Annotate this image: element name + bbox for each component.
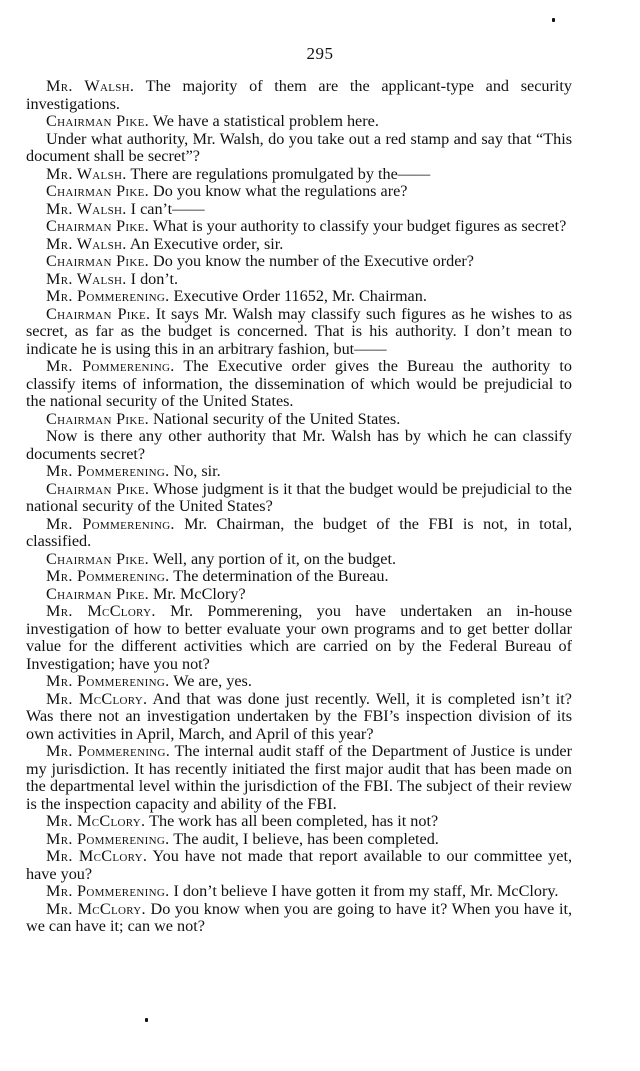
transcript-paragraph [26,463,572,481]
speaker-name: Chairman Pike. [46,217,149,235]
statement-text: The audit, I believe, has been completed. [169,829,439,848]
statement-text: We are, yes. [169,672,252,690]
statement-text: Mr. McClory? [148,584,246,603]
statement-text: Do you know the number of the Executive order? [148,252,474,270]
speaker-name: Mr. Pommerening. [46,882,170,900]
speaker-name: Mr. Pommerening. [46,462,170,480]
statement-text: There are regulations promulgated by the—— [126,164,431,183]
statement-text: I don’t. [126,269,179,288]
statement-text: Mr. Pommerening, you have undertaken an in-house investigation of how to better evaluate your own programs and to get better dollar value for the different activities which are carried on by the Federal Bureau of Investigation; have you not? [26,602,572,673]
statement-text: The internal audit staff of the Department of Justice is under my jurisdiction. It has recently initiated the first major audit that has been made on the departmental level within the jurisdiction of the FBI. The subject of their review is the inspection capacity and ability of the FBI. [26,742,573,813]
speaker-name: Mr. McClory. [46,847,148,865]
hearing-transcript [26,78,572,936]
statement-text: Do you know what the regulations are? [148,182,408,200]
speaker-name: Mr. Pommerening. [46,742,171,760]
statement-text: Mr. Chairman, the budget of the FBI is not, in total, classified. [26,514,572,550]
transcript-paragraph [26,551,572,569]
speaker-name: Mr. Pommerening. [46,567,170,585]
statement-text: The determination of the Bureau. [169,567,389,585]
transcript-paragraph [26,306,572,359]
transcript-paragraph [26,411,572,429]
speaker-name: Mr. Walsh. [46,234,127,253]
transcript-paragraph [26,183,572,201]
transcript-paragraph [26,743,572,813]
statement-text: Well, any portion of it, on the budget. [148,549,397,568]
statement-text: Whose judgment is it that the budget would be prejudicial to the national security of the United States? [26,479,572,515]
print-speck [145,1018,148,1022]
speaker-name: Mr. McClory. [46,812,146,830]
speaker-name: Chairman Pike. [46,549,149,568]
statement-text: I don’t believe I have gotten it from my staff, Mr. McClory. [169,882,559,900]
page-number: 295 [306,44,334,63]
transcript-paragraph [26,831,572,849]
print-speck [552,18,555,22]
speaker-name: Chairman Pike. [46,409,149,428]
speaker-name: Chairman Pike. [46,252,149,270]
statement-text: It says Mr. Walsh may classify such figures as he wishes to as secret, as far as the budget is concerned. That is his authority. I don’t mean to indicate he is using this in an arbitrary fashion, but—— [26,304,572,358]
speaker-name: Mr. Pommerening. [46,672,170,690]
speaker-name: Mr. Walsh. [46,77,135,95]
transcript-paragraph [26,586,572,604]
transcript-paragraph [26,218,572,236]
statement-text: I can’t—— [126,199,205,218]
transcript-paragraph [26,131,572,166]
speaker-name: Mr. Pommerening. [46,287,170,305]
speaker-name: Mr. Walsh. [46,199,127,218]
speaker-name: Chairman Pike. [46,182,149,200]
transcript-paragraph [26,603,572,673]
transcript-paragraph [26,253,572,271]
statement-text: National security of the United States. [148,409,401,428]
statement-text: The majority of them are the applicant-type and security investigations. [26,77,572,113]
statement-text: Executive Order 11652, Mr. Chairman. [169,287,427,305]
speaker-name: Mr. Walsh. [46,269,127,288]
transcript-paragraph [26,848,572,883]
transcript-paragraph [26,288,572,306]
speaker-name: Chairman Pike. [46,479,150,498]
transcript-paragraph [26,673,572,691]
speaker-name: Chairman Pike. [46,304,151,323]
statement-text: No, sir. [169,462,221,480]
statement-text: An Executive order, sir. [126,234,284,253]
transcript-paragraph [26,901,572,936]
transcript-paragraph [26,568,572,586]
transcript-paragraph [26,236,572,254]
transcript-paragraph [26,358,572,411]
transcript-paragraph [26,516,572,551]
speaker-name: Mr. Pommerening. [46,514,175,533]
speaker-name: Mr. McClory. [46,689,148,708]
statement-text: We have a statistical problem here. [148,112,379,130]
transcript-paragraph [26,428,572,463]
speaker-name: Chairman Pike. [46,584,149,603]
statement-text: You have not made that report available to our committee yet, have you? [26,847,572,883]
speaker-name: Mr. Pommerening. [46,357,175,375]
transcript-paragraph [26,691,572,744]
statement-text: Do you know when you are going to have it? When you have it, we can have it; can we not? [26,899,572,935]
speaker-name: Mr. McClory. [46,602,156,620]
transcript-paragraph [26,78,572,113]
statement-text: Now is there any other authority that Mr. Walsh has by which he can classify documents secret? [26,427,572,463]
transcript-paragraph [26,166,572,184]
statement-text: And that was done just recently. Well, it is completed isn’t it? Was there not an investigation undertaken by the FBI’s inspection division of its own activities in April, March, and April of this year? [26,689,572,743]
transcript-paragraph [26,883,572,901]
transcript-paragraph [26,481,572,516]
speaker-name: Mr. McClory. [46,899,146,918]
transcript-paragraph [26,813,572,831]
statement-text: Under what authority, Mr. Walsh, do you take out a red stamp and say that “This document shall be secret”? [26,129,572,165]
transcript-paragraph [26,113,572,131]
transcript-paragraph [26,201,572,219]
speaker-name: Mr. Pommerening. [46,829,170,848]
statement-text: The Executive order gives the Bureau the authority to classify items of information, the dissemination of which would be prejudicial to the national security of the United States. [26,357,573,410]
statement-text: What is your authority to classify your budget figures as secret? [148,217,567,235]
statement-text: The work has all been completed, has it not? [145,812,439,830]
speaker-name: Chairman Pike. [46,112,149,130]
transcript-paragraph [26,271,572,289]
speaker-name: Mr. Walsh. [46,164,127,183]
